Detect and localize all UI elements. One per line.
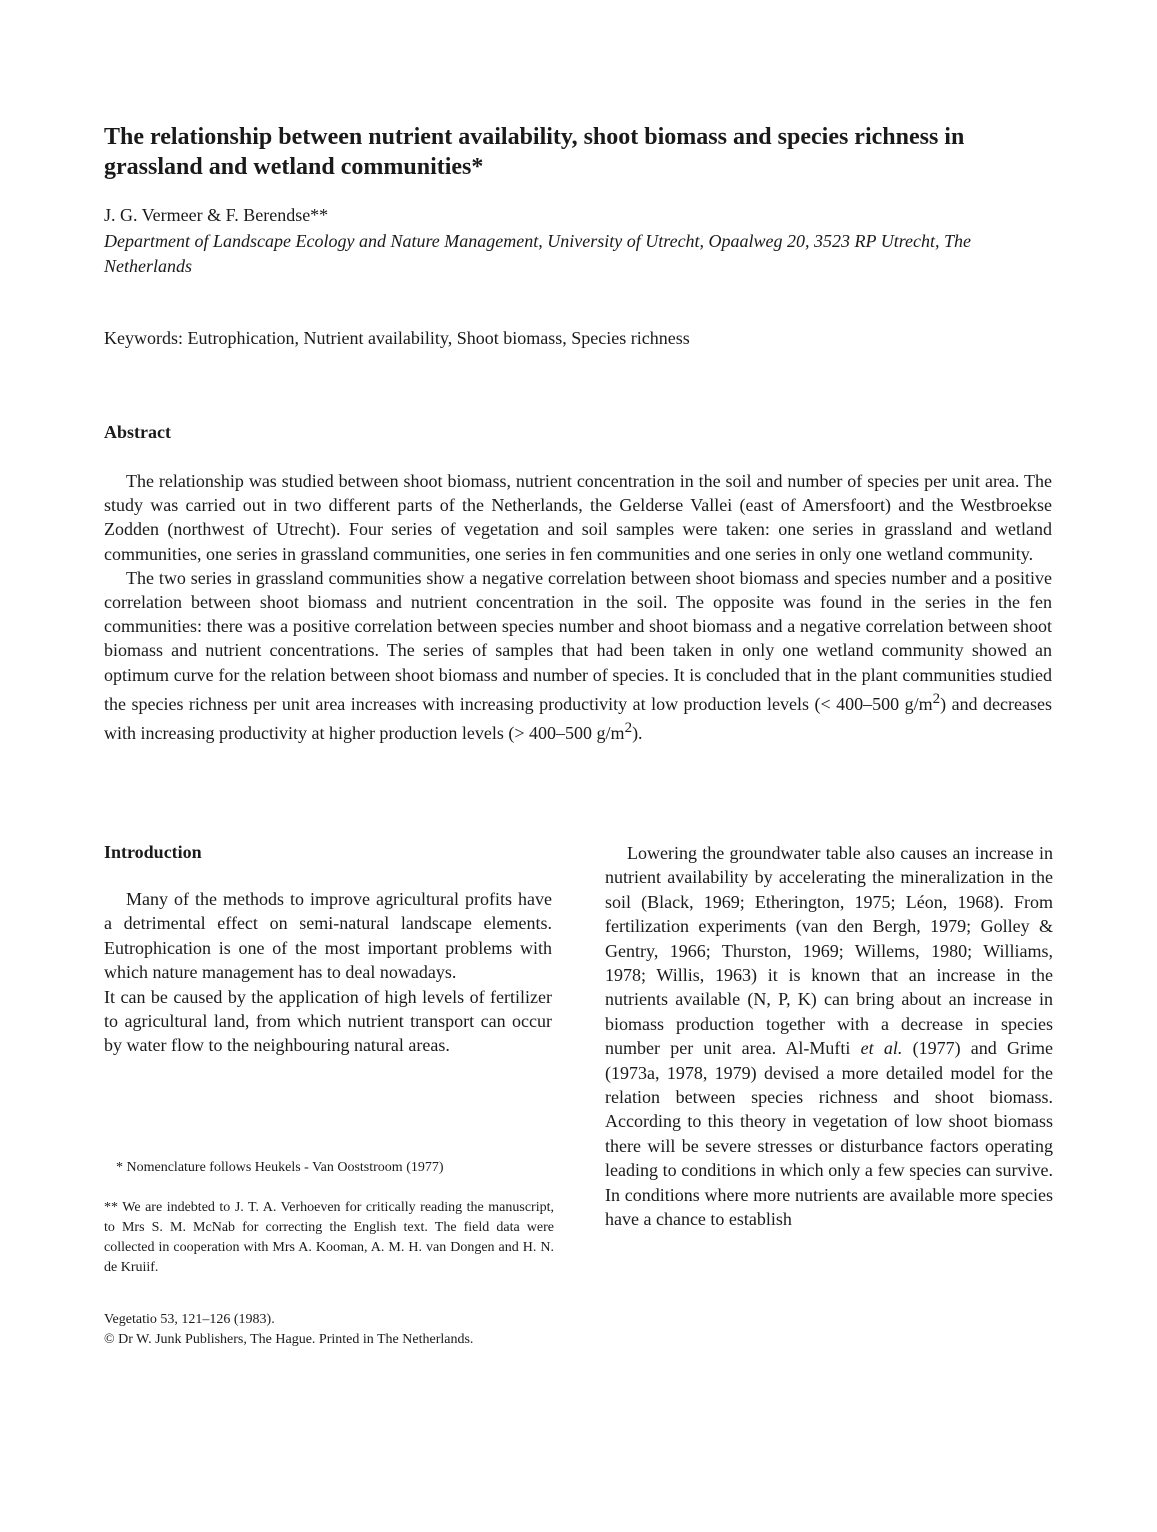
abstract-heading: Abstract — [104, 422, 171, 442]
authors: J. G. Vermeer & F. Berendse** — [104, 205, 329, 225]
affiliation: Department of Landscape Ecology and Nature Management, University of Utrecht, Opaalweg 20, 3523 RP Utrecht, The Netherlands — [104, 231, 972, 276]
citation-line-2: © Dr W. Junk Publishers, The Hague. Printed in The Netherlands. — [104, 1332, 474, 1347]
abstract-paragraph-2: The two series in grassland communities show a negative correlation between shoot biomass and species number and a positive correlation between shoot biomass and nutrient concentration in the soil. The opposite was found in the series in the fen communities: there was a positive correlation between species number and shoot biomass and a negative correlation between shoot biomass and nutrient concentrations. The series of samples that had been taken in only one wetland community showed an optimum curve for the relation between shoot biomass and number of species. It is concluded that in the plant communities studied the species richness per unit area increases with increasing productivity at low production levels (< 400–500 $g/m^2$) and decreases with increasing productivity at higher production levels (> 400–500 $g/m^2$). — [104, 567, 1052, 744]
intro-paragraph-1: Many of the methods to improve agricultural profits have a detrimental effect on semi-natural landscape elements. Eutrophication is one of the most important problems with which nature management has to deal nowadays. — [104, 889, 552, 983]
left-column — [104, 887, 552, 1058]
introduction-heading: Introduction — [104, 842, 202, 862]
abstract-paragraph-1: The relationship was studied between shoot biomass, nutrient concentration in the soil and number of species per unit area. The study was carried out in two different parts of the Netherlands, the Gelderse Vallei (east of Amersfoort) and the Westbroekse Zodden (northwest of Utrecht). Four series of vegetation and soil samples were taken: one series in grassland and wetland communities, one series in grassland communities, one series in fen communities and one series in only one wetland community. — [104, 471, 1052, 564]
right-column — [605, 841, 1053, 1232]
intro-paragraph-2: It can be caused by the application of high levels of fertilizer to agricultural land, from which nutrient transport can occur by water flow to the neighbouring natural areas. — [104, 986, 552, 1056]
citation-block — [104, 1310, 604, 1350]
footnote-2: ** We are indebted to J. T. A. Verhoeven for critically reading the manuscript, to Mrs S. M. McNab for correcting the English text. The field data were collected in cooperation with Mrs A. Kooman, A. M. H. van Dongen and H. N. de Kruiif. — [104, 1200, 554, 1275]
citation-line-1: Vegetatio 53, 121–126 (1983). — [104, 1312, 275, 1327]
intro-paragraph-3: Lowering the groundwater table also causes an increase in nutrient availability by accelerating the mineralization in the soil (Black, 1969; Etherington, 1975; Léon, 1968). From fertilization experiments (van den Bergh, 1979; Golley & Gentry, 1966; Thurston, 1969; Willems, 1980; Williams, 1978; Willis, 1963) it is known that an increase in the nutrients available (N, P, K) can bring about an increase in biomass production together with a decrease in species number per unit area. Al-Mufti et al. (1977) and Grime (1973a, 1978, 1979) devised a more detailed model for the relation between species richness and shoot biomass. According to this theory in vegetation of low shoot biomass there will be severe stresses or disturbance factors operating leading to conditions in which only a few species can survive. In conditions where more nutrients are available more species have a chance to establish — [605, 843, 1054, 1230]
footnote-1: * Nomenclature follows Heukels - Van Ooststroom (1977) — [116, 1160, 444, 1175]
abstract-body — [104, 469, 1052, 745]
keywords: Keywords: Eutrophication, Nutrient availability, Shoot biomass, Species richness — [104, 328, 690, 348]
paper-title: The relationship between nutrient availability, shoot biomass and species richness in grassland and wetland communities* — [104, 124, 965, 180]
